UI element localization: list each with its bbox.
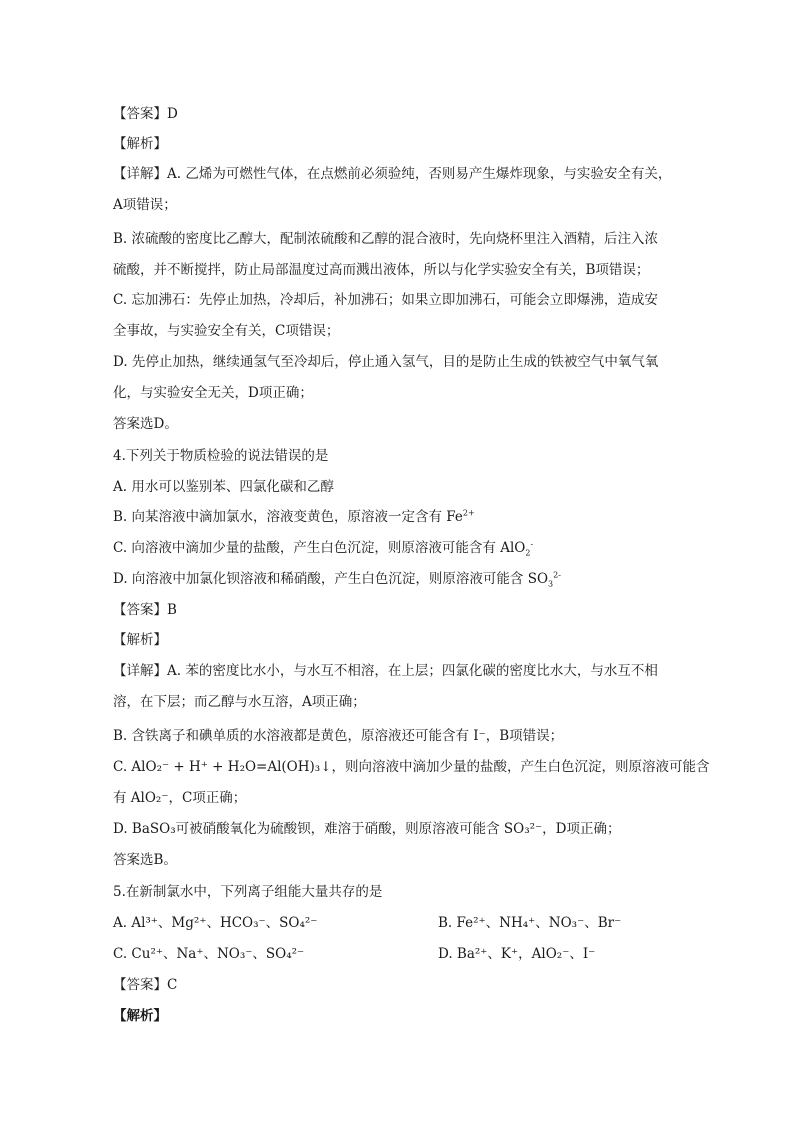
q4-detail-line1: 【详解】A. 苯的密度比水小，与水互不相溶，在上层；四氯化碳的密度比水大，与水互不相 [113, 663, 658, 679]
q4-option-c [113, 538, 693, 558]
q4-option-b-charge: 2+ [462, 508, 475, 518]
q3-analysis-title: 【解析】 [113, 136, 167, 152]
q4-analysis-title: 【解析】 [113, 632, 167, 648]
q4-option-b-text: B. 向某溶液中滴加氯水，溶液变黄色，原溶液一定含有 Fe [113, 509, 463, 525]
q5-option-a: A. Al³⁺、Mg²⁺、HCO₃⁻、SO₄²⁻ [113, 915, 318, 931]
q3-d-line2: 化，与实验安全无关，D项正确； [113, 385, 313, 401]
q4-detail-line2: 溶，在下层；而乙醇与水互溶，A项正确； [113, 694, 366, 710]
q4-option-c-charge: - [530, 539, 534, 549]
q4-conclusion: 答案选B。 [113, 852, 177, 868]
q4-option-c-subscript: 2 [525, 548, 531, 558]
q4-option-d [113, 569, 693, 589]
q5-option-c: C. Cu²⁺、Na⁺、NO₃⁻、SO₄²⁻ [113, 946, 305, 962]
q3-b-line1: B. 浓硫酸的密度比乙醇大，配制浓硫酸和乙醇的混合液时，先向烧杯里注入酒精，后注入浓 [113, 231, 659, 247]
q5-stem: 5.在新制氯水中，下列离子组能大量共存的是 [113, 884, 383, 900]
q3-detail-line2: A项错误； [113, 197, 177, 213]
q4-answer: 【答案】B [113, 602, 177, 618]
q3-d-line1: D. 先停止加热，继续通氢气至冷却后，停止通入氢气，目的是防止生成的铁被空气中氧气氧 [113, 354, 659, 370]
q4-option-a: A. 用水可以鉴别苯、四氯化碳和乙醇 [113, 479, 334, 495]
q4-b-line1: B. 含铁离子和碘单质的水溶液都是黄色，原溶液还可能含有 I⁻，B项错误； [113, 728, 564, 744]
q3-c-line1: C. 忘加沸石：先停止加热，冷却后，补加沸石；如果立即加沸石，可能会立即爆沸，造成安 [113, 292, 658, 308]
q3-detail-line1: 【详解】A. 乙烯为可燃性气体，在点燃前必须验纯，否则易产生爆炸现象，与实验安全有关， [113, 166, 672, 182]
q4-c-line1: C. AlO₂⁻ + H⁺ + H₂O=Al(OH)₃↓，则向溶液中滴加少量的盐酸，产生白色沉淀，则原溶液可能含 [113, 759, 710, 775]
q3-conclusion: 答案选D。 [113, 416, 178, 432]
q4-option-d-charge: 2- [553, 570, 561, 580]
q4-option-d-subscript: 3 [548, 579, 554, 589]
q5-option-b: B. Fe²⁺、NH₄⁺、NO₃⁻、Br⁻ [438, 915, 622, 931]
q4-d-line1: D. BaSO₃可被硝酸氧化为硫酸钡，难溶于硝酸，则原溶液可能含 SO₃²⁻，D项正确； [113, 821, 621, 837]
q3-c-line2: 全事故，与实验安全有关，C项错误； [113, 323, 340, 339]
q3-answer: 【答案】D [113, 106, 178, 122]
q5-option-d: D. Ba²⁺、K⁺，AlO₂⁻、I⁻ [438, 946, 596, 962]
q3-b-line2: 硫酸，并不断搅拌，防止局部温度过高而溅出液体，所以与化学实验安全有关，B项错误； [113, 262, 650, 278]
q4-c-line2: 有 AlO₂⁻，C项正确； [113, 790, 247, 806]
q4-option-c-text: C. 向溶液中滴加少量的盐酸，产生白色沉淀，则原溶液可能含有 AlO [113, 540, 526, 556]
q5-answer: 【答案】C [113, 977, 178, 993]
q5-analysis-title: 【解析】 [113, 1008, 167, 1024]
q4-option-d-text: D. 向溶液中加氯化钡溶液和稀硝酸，产生白色沉淀，则原溶液可能含 SO [113, 571, 549, 587]
q4-option-b [113, 507, 693, 527]
q4-stem: 4.下列关于物质检验的说法错误的是 [113, 448, 329, 464]
